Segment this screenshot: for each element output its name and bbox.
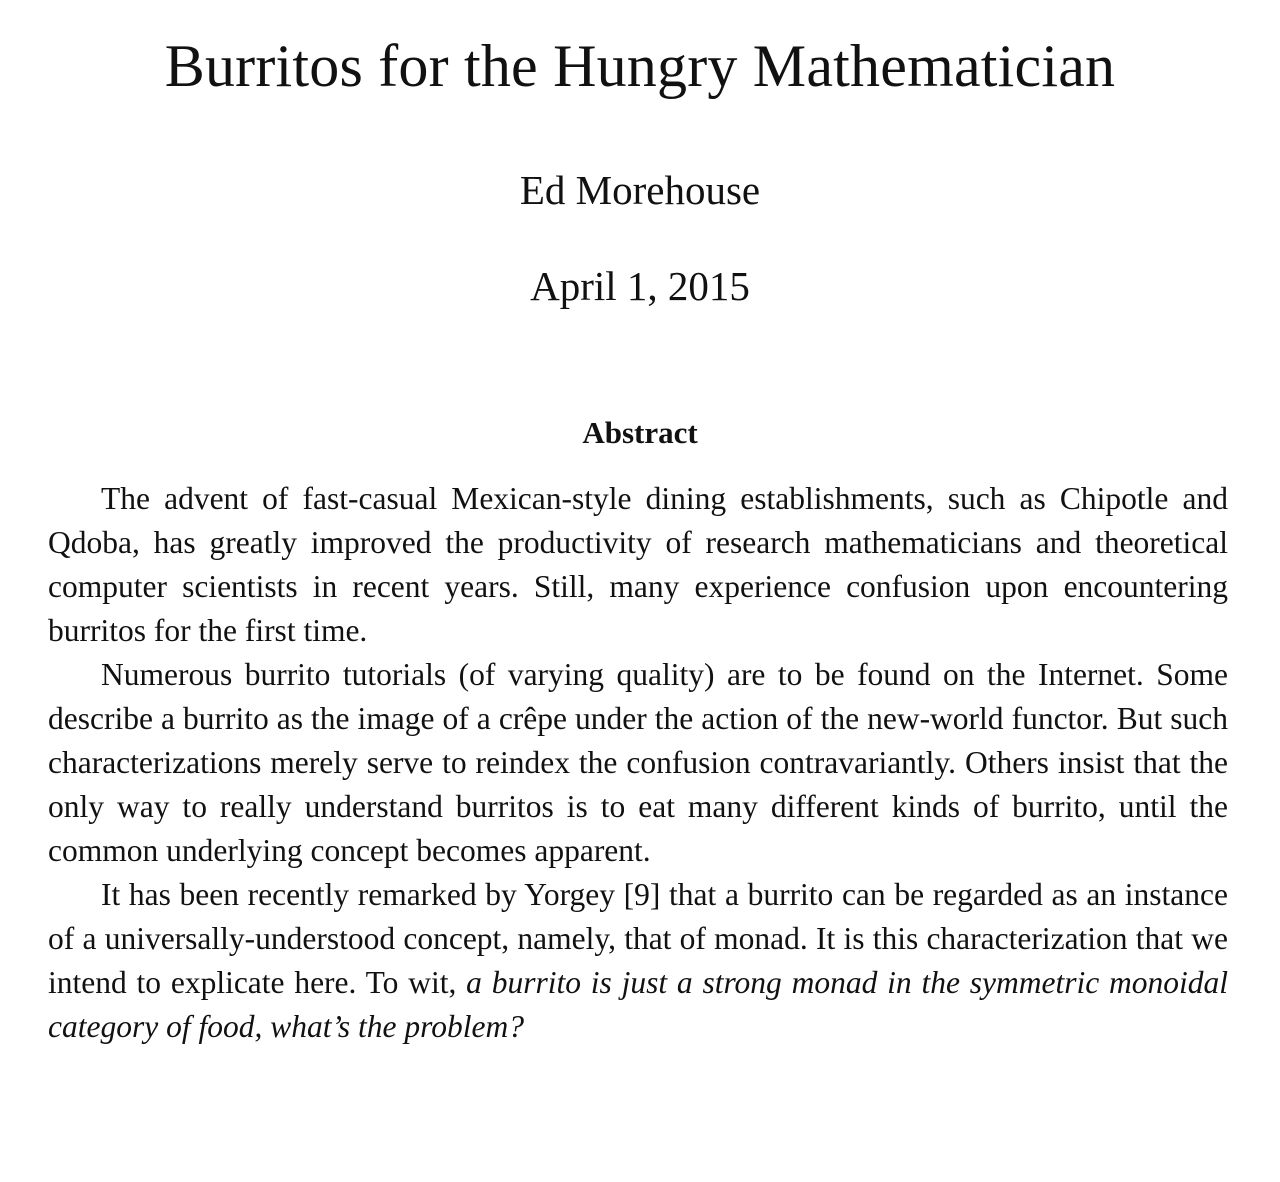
abstract-paragraph-1: The advent of fast-casual Mexican-style dining establishments, such as Chipotle and Qdoba, has greatly improved the productivity of research mathematicians and theoretical computer scientists in recent years. Still, many experience confusion upon encountering burritos for the first time.: [48, 481, 1228, 648]
abstract-paragraph-3: [48, 873, 1228, 1049]
paper-author: Ed Morehouse: [519, 167, 761, 213]
paper-date: April 1, 2015: [530, 263, 750, 309]
abstract-paragraph-2: Numerous burrito tutorials (of varying quality) are to be found on the Internet. Some describe a burrito as the image of a crêpe under the action of the new-world functor. But such characterizations merely serve to reindex the confusion contravariantly. Others insist that the only way to really understand burritos is to eat many different kinds of burrito, until the common underlying concept becomes apparent.: [48, 657, 1228, 868]
abstract-paragraph-3-text: It has been recently remarked by Yorgey [9] that a burrito can be regarded as an instance of a universally-understood concept, namely, that of monad. It is this characterization that we intend to explicate here. To wit,: [48, 877, 1228, 1000]
abstract-heading: Abstract: [582, 415, 698, 450]
paper-title: Burritos for the Hungry Mathematician: [164, 33, 1116, 99]
abstract-paragraph-3-italic: a burrito is just a strong monad in the symmetric monoidal category of food, what’s the problem?: [48, 965, 1229, 1044]
abstract-body: [48, 477, 1228, 1049]
